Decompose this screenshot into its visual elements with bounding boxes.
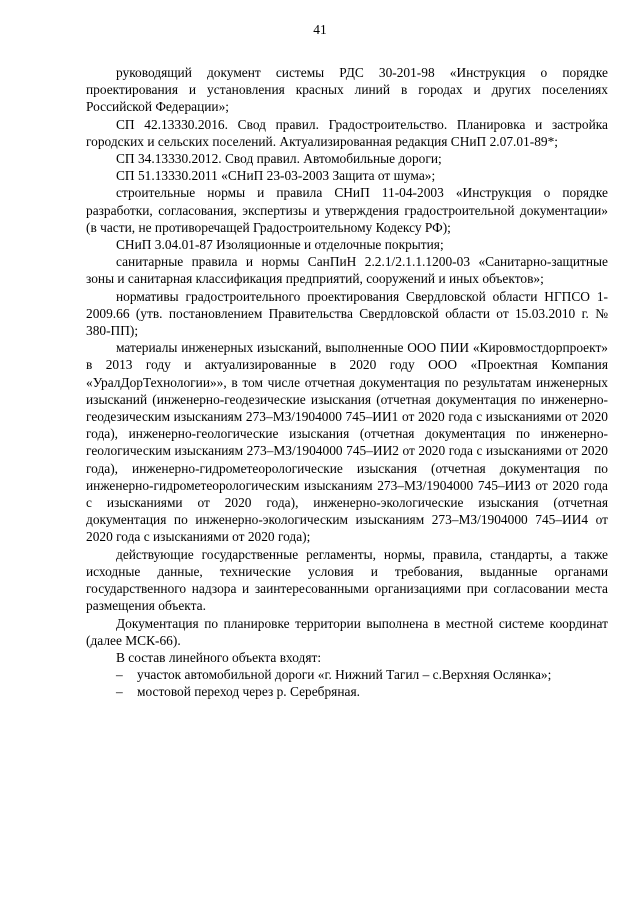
- paragraph-survey-materials: материалы инженерных изысканий, выполненные ООО ПИИ «Кировмостдорпроект» в 2013 году и актуализированные в 2020 году ООО «Проектная Компания «УралДорТехнологии»», в том числе отчетная документация по результатам инженерных изысканий (инженерно-геодезические изыскания (отчетная документация по инженерно-геодезическим изысканиям 273–МЗ/1904000 745–ИИ1 от 2020 года с изысканиями от 2020 года), инженерно-геологические изыскания (отчетная документация по инженерно-геологическим изысканиям 273–МЗ/1904000 745–ИИ2 от 2020 года с изысканиями от 2020 года), инженерно-гидрометеорологические изыскания (отчетная документация по инженерно-гидрометеорологическим изысканиям 273–МЗ/1904000 745–ИИЗ от 2020 года с изысканиями от 2020 года), инженерно-экологические изыскания (отчетная документация по инженерно-экологическим изысканиям 273–МЗ/1904000 745–ИИ4 от 2020 года с изысканиями от 2020 года);: [86, 340, 608, 545]
- list-item: [86, 683, 608, 700]
- list-item-text: мостовой переход через р. Серебряная.: [137, 684, 360, 700]
- paragraph-sanpin: санитарные правила и нормы СанПиН 2.2.1/2.1.1.1200-03 «Санитарно-защитные зоны и санитарная классификация предприятий, сооружений и иных объектов»;: [86, 254, 608, 287]
- body-text: [86, 64, 608, 701]
- paragraph-snip-3-04: СНиП 3.04.01-87 Изоляционные и отделочные покрытия;: [116, 237, 444, 253]
- paragraph-sp-34: СП 34.13330.2012. Свод правил. Автомобильные дороги;: [116, 151, 442, 167]
- paragraph-sp-51: СП 51.13330.2011 «СНиП 23-03-2003 Защита от шума»;: [116, 168, 436, 184]
- page-number: 41: [313, 22, 327, 37]
- list-marker: –: [116, 667, 123, 683]
- paragraph-regulations: действующие государственные регламенты, нормы, правила, стандарты, а также исходные данные, технические условия и требования, выданные органами государственного надзора и заинтересованными организациями при согласовании места размещения объекта.: [86, 546, 608, 614]
- paragraph-snip-11-04: строительные нормы и правила СНиП 11-04-2003 «Инструкция о порядке разработки, согласования, экспертизы и утверждения градостроительной документации» (в части, не противоречащей Градостроительному Кодексу РФ);: [86, 185, 608, 235]
- list-item-text: участок автомобильной дороги «г. Нижний Тагил – с.Верхняя Ослянка»;: [137, 667, 552, 683]
- composition-list: [86, 666, 608, 700]
- paragraph-sp-42: СП 42.13330.2016. Свод правил. Градостроительство. Планировка и застройка городских и сельских поселений. Актуализированная редакция СНиП 2.07.01-89*;: [86, 116, 608, 149]
- list-item: [86, 666, 608, 683]
- paragraph-coordinate-system: Документация по планировке территории выполнена в местной системе координат (далее МСК-66).: [86, 615, 608, 648]
- paragraph-rds-30-201-98: руководящий документ системы РДС 30-201-98 «Инструкция о порядке проектирования и установления красных линий в городах и других поселениях Российской Федерации»;: [86, 65, 608, 115]
- paragraph-composition-intro: В состав линейного объекта входят:: [116, 649, 322, 665]
- list-marker: –: [116, 684, 123, 700]
- paragraph-ngpso: нормативы градостроительного проектирования Свердловской области НГПСО 1-2009.66 (утв. постановлением Правительства Свердловской области от 15.03.2010 г. № 380-ПП);: [86, 288, 608, 339]
